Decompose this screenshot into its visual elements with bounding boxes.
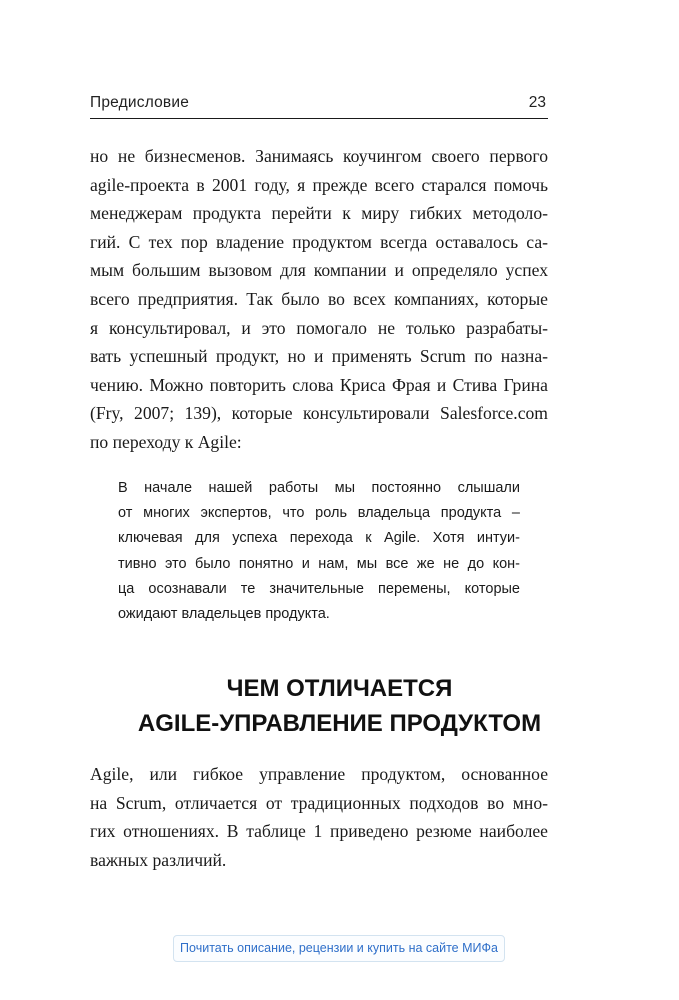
- quote-line: от многих экспертов, что роль владельца продукта –: [118, 505, 520, 522]
- section-heading-line-1: ЧЕМ ОТЛИЧАЕТСЯ: [226, 675, 453, 702]
- paragraph-line: по переходу к Agile:: [90, 431, 242, 452]
- paragraph-line: (Fry, 2007; 139), которые консультировали Salesforce.com: [90, 403, 548, 424]
- paragraph-line: но не бизнесменов. Занимаясь коучингом своего первого: [90, 146, 548, 166]
- paragraph-line: вать успешный продукт, но и применять Scrum по назна-: [90, 346, 548, 367]
- paragraph-line: Agile, или гибкое управление продуктом, основанное: [90, 764, 548, 784]
- quote-line: тивно это было понятно и нам, мы все же не до кон-: [118, 555, 520, 572]
- body-paragraph-1: [90, 142, 548, 457]
- block-quote: [118, 476, 520, 627]
- paragraph-line: мым большим вызовом для компании и определяло успех: [90, 260, 548, 281]
- running-header: [90, 94, 548, 119]
- paragraph-line: менеджерам продукта перейти к миру гибких методоло-: [90, 203, 548, 224]
- paragraph-line: на Scrum, отличается от традиционных подходов во мно-: [90, 792, 548, 813]
- section-heading: [0, 671, 679, 741]
- running-header-section-title: Предисловие: [90, 94, 190, 111]
- paragraph-line: чению. Можно повторить слова Криса Фрая и Стива Грина: [90, 374, 548, 395]
- paragraph-line: я консультировал, и это помогало не только разрабаты-: [90, 317, 548, 338]
- section-heading-line-2: AGILE-УПРАВЛЕНИЕ ПРОДУКТОМ: [137, 710, 542, 737]
- paragraph-line: важных различий.: [90, 849, 227, 870]
- paragraph-line: agile-проекта в 2001 году, я прежде всего старался помочь: [90, 174, 548, 195]
- paragraph-line: гий. С тех пор владение продуктом всегда оставалось са-: [90, 231, 548, 252]
- paragraph-line: всего предприятия. Так было во всех компаниях, которые: [90, 288, 548, 309]
- quote-line: ключевая для успеха перехода к Agile. Хотя интуи-: [118, 530, 520, 547]
- quote-line: ца осознавали те значительные перемены, которые: [118, 580, 520, 597]
- buy-on-mif-link[interactable]: Почитать описание, рецензии и купить на сайте МИФа: [173, 935, 505, 962]
- page-number: 23: [528, 94, 546, 111]
- body-paragraph-2: [90, 760, 548, 874]
- quote-line: В начале нашей работы мы постоянно слышали: [118, 480, 520, 496]
- paragraph-line: гих отношениях. В таблице 1 приведено резюме наиболее: [90, 821, 548, 842]
- quote-line: ожидают владельцев продукта.: [118, 606, 330, 623]
